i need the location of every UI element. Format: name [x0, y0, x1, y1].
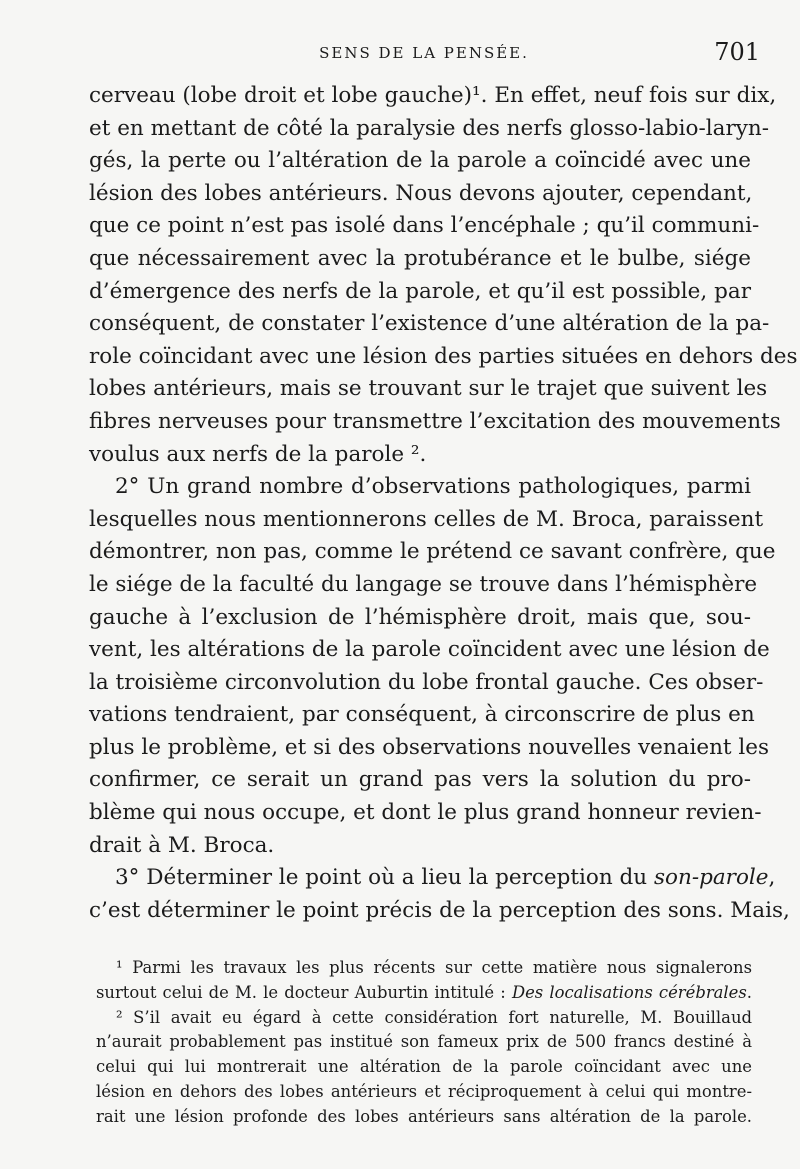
footnote-line-text: surtout celui de M. le docteur Auburtin intitulé :	[96, 982, 506, 1002]
body-line: démontrer, non pas, comme le prétend ce savant confrère, que	[89, 539, 776, 565]
footnote-line: lésion en dehors des lobes antérieurs et réciproquement à celui qui montre-	[96, 1081, 752, 1101]
body-line: gauche à l’exclusion de l’hémisphère droit, mais que, sou-	[89, 604, 751, 630]
footnote-line: celui qui lui montrerait une altération de la parole coïncidant avec une	[96, 1057, 752, 1077]
body-line: confirmer, ce serait un grand pas vers la solution du pro-	[89, 767, 751, 793]
footnote-line	[96, 981, 752, 1006]
body-line: conséquent, de constater l’existence d’une altération de la pa-	[89, 311, 770, 337]
body-line: le siége de la faculté du langage se trouve dans l’hémisphère	[89, 571, 758, 597]
body-line: et en mettant de côté la paralysie des nerfs glosso-labio-laryn-	[89, 115, 769, 141]
body-line: plus le problème, et si des observations nouvelles venaient les	[89, 734, 770, 760]
footnote-line: rait une lésion profonde des lobes antérieurs sans altération de la parole.	[96, 1106, 752, 1126]
body-text	[89, 80, 798, 927]
body-line: gés, la perte ou l’altération de la parole a coïncidé avec une	[89, 148, 751, 174]
body-line: lobes antérieurs, mais se trouvant sur le trajet que suivent les	[89, 376, 768, 402]
body-line: c’est déterminer le point précis de la perception des sons. Mais,	[89, 897, 790, 923]
footnote-line: ¹ Parmi les travaux les plus récents sur cette matière nous signalerons	[116, 958, 752, 977]
body-line: blème qui nous occupe, et dont le plus grand honneur revien-	[89, 800, 762, 826]
body-line: cerveau (lobe droit et lobe gauche)¹. En effet, neuf fois sur dix,	[89, 83, 777, 108]
body-line: que nécessairement avec la protubérance et le bulbe, siége	[89, 245, 751, 271]
body-line: vent, les altérations de la parole coïncident avec une lésion de	[89, 637, 770, 663]
body-line	[89, 862, 776, 895]
body-line: la troisième circonvolution du lobe frontal gauche. Ces obser-	[89, 669, 764, 695]
page-number: 701	[714, 38, 760, 66]
body-line: vations tendraient, par conséquent, à circonscrire de plus en	[89, 702, 755, 728]
running-head	[88, 38, 760, 68]
body-line: 2° Un grand nombre d’observations pathologiques, parmi	[115, 474, 751, 500]
italic-term: son-parole	[654, 865, 769, 891]
body-line: lésion des lobes antérieurs. Nous devons ajouter, cependant,	[89, 180, 753, 206]
body-line: fibres nerveuses pour transmettre l’excitation des mouvements	[89, 408, 781, 434]
footnotes	[96, 956, 752, 1130]
footnote-line: n’aurait probablement pas institué son fameux prix de 500 francs destiné à	[96, 1032, 752, 1052]
body-line: d’émergence des nerfs de la parole, et qu’il est possible, par	[89, 278, 751, 304]
body-line: que ce point n’est pas isolé dans l’encéphale ; qu’il communi-	[89, 213, 760, 239]
footnote-line: ² S’il avait eu égard à cette considération fort naturelle, M. Bouillaud	[116, 1007, 752, 1027]
italic-term-punct: ,	[768, 865, 776, 891]
footnote-cited-title-punct: .	[746, 982, 752, 1002]
body-line: drait à M. Broca.	[89, 832, 275, 858]
body-line-text: 3° Déterminer le point où a lieu la perception du	[115, 865, 648, 891]
body-line: voulus aux nerfs de la parole ².	[89, 441, 427, 467]
body-line: lesquelles nous mentionnerons celles de M. Broca, paraissent	[89, 506, 764, 532]
footnote-cited-title: Des localisations cérébrales	[511, 982, 747, 1002]
body-line: role coïncidant avec une lésion des parties situées en dehors des	[89, 343, 798, 369]
running-title: SENS DE LA PENSÉE.	[319, 44, 529, 62]
